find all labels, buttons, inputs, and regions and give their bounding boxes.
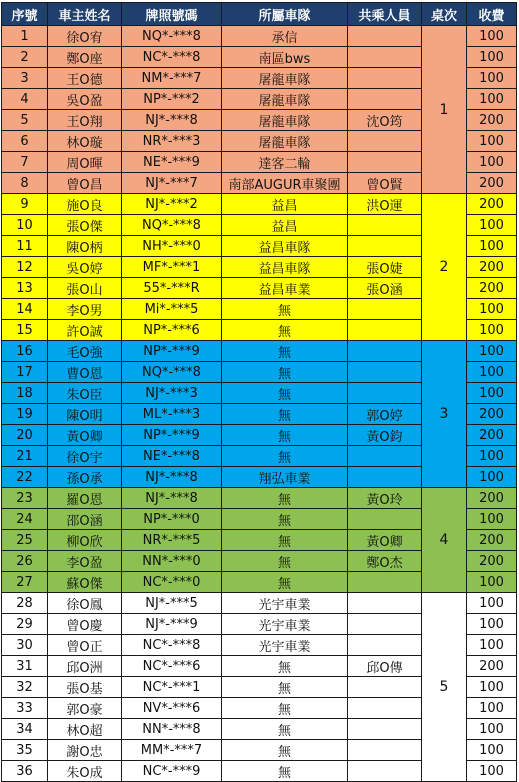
owner-name-cell: 曾O正 [48,635,122,656]
team-cell: 屠龍車隊 [222,110,348,131]
passenger-cell [348,341,422,362]
passenger-cell: 黃O鈞 [348,425,422,446]
table-number-cell: 3 [422,341,467,488]
seq-cell: 28 [2,593,48,614]
passenger-cell [348,68,422,89]
seq-cell: 23 [2,488,48,509]
seq-cell: 22 [2,467,48,488]
header-fee: 收費 [467,3,517,26]
team-cell: 無 [222,404,348,425]
fee-cell: 100 [467,320,517,341]
table-body [2,26,517,782]
fee-cell: 200 [467,404,517,425]
owner-name-cell: 陳O明 [48,404,122,425]
fee-cell: 200 [467,488,517,509]
header-owner-name: 車主姓名 [48,3,122,26]
plate-cell: NJ*-***8 [122,467,222,488]
fee-cell: 200 [467,530,517,551]
team-cell: 無 [222,530,348,551]
team-cell: 光宇車業 [222,593,348,614]
owner-name-cell: 蘇O傑 [48,572,122,593]
passenger-cell [348,383,422,404]
owner-name-cell: 周O暉 [48,152,122,173]
fee-cell: 100 [467,761,517,782]
team-cell: 無 [222,383,348,404]
owner-name-cell: 張O基 [48,677,122,698]
plate-cell: NJ*-***8 [122,110,222,131]
table-row [2,194,517,215]
seq-cell: 32 [2,677,48,698]
fee-cell: 100 [467,446,517,467]
table-number-cell: 5 [422,593,467,782]
seq-cell: 14 [2,299,48,320]
seq-cell: 35 [2,740,48,761]
fee-cell: 100 [467,719,517,740]
team-cell: 無 [222,446,348,467]
table-number-cell: 2 [422,194,467,341]
plate-cell: NP*-***2 [122,89,222,110]
seq-cell: 3 [2,68,48,89]
fee-cell: 100 [467,362,517,383]
passenger-cell [348,635,422,656]
header-row [2,3,517,26]
passenger-cell [348,152,422,173]
plate-cell: NJ*-***2 [122,194,222,215]
team-cell: 無 [222,509,348,530]
seq-cell: 10 [2,215,48,236]
fee-cell: 100 [467,68,517,89]
seq-cell: 25 [2,530,48,551]
header-plate: 牌照號碼 [122,3,222,26]
seq-cell: 11 [2,236,48,257]
fee-cell: 200 [467,278,517,299]
team-cell: 益昌車業 [222,278,348,299]
fee-cell: 200 [467,110,517,131]
passenger-cell: 張O婕 [348,257,422,278]
team-cell: 無 [222,320,348,341]
passenger-cell: 沈O筠 [348,110,422,131]
owner-name-cell: 張O傑 [48,215,122,236]
owner-name-cell: 羅O恩 [48,488,122,509]
fee-cell: 100 [467,635,517,656]
passenger-cell [348,572,422,593]
plate-cell: NQ*-***8 [122,362,222,383]
table-number-cell: 1 [422,26,467,194]
passenger-cell: 鄭O杰 [348,551,422,572]
passenger-cell [348,215,422,236]
fee-cell: 100 [467,131,517,152]
passenger-cell: 邱O傳 [348,656,422,677]
fee-cell: 200 [467,551,517,572]
fee-cell: 100 [467,299,517,320]
seq-cell: 2 [2,47,48,68]
team-cell: 無 [222,425,348,446]
passenger-cell [348,47,422,68]
plate-cell: NR*-***5 [122,530,222,551]
owner-name-cell: 張O山 [48,278,122,299]
header-table-no: 桌次 [422,3,467,26]
passenger-cell: 曾O賢 [348,173,422,194]
team-cell: 益昌車隊 [222,236,348,257]
seq-cell: 6 [2,131,48,152]
owner-name-cell: 曾O慶 [48,614,122,635]
team-cell: 無 [222,698,348,719]
plate-cell: NH*-***0 [122,236,222,257]
seq-cell: 31 [2,656,48,677]
team-cell: 無 [222,488,348,509]
plate-cell: MM*-***7 [122,740,222,761]
passenger-cell [348,362,422,383]
owner-name-cell: 施O良 [48,194,122,215]
seq-cell: 36 [2,761,48,782]
fee-cell: 100 [467,740,517,761]
passenger-cell [348,614,422,635]
owner-name-cell: 曹O恩 [48,362,122,383]
team-cell: 翔弘車業 [222,467,348,488]
seq-cell: 27 [2,572,48,593]
passenger-cell [348,446,422,467]
passenger-cell: 洪O運 [348,194,422,215]
team-cell: 無 [222,341,348,362]
owner-name-cell: 吳O婷 [48,257,122,278]
seq-cell: 29 [2,614,48,635]
seq-cell: 12 [2,257,48,278]
plate-cell: NP*-***9 [122,425,222,446]
plate-cell: MF*-***1 [122,257,222,278]
passenger-cell [348,299,422,320]
passenger-cell: 黃O玲 [348,488,422,509]
plate-cell: NJ*-***5 [122,593,222,614]
fee-cell: 100 [467,89,517,110]
seq-cell: 33 [2,698,48,719]
passenger-cell [348,467,422,488]
seq-cell: 13 [2,278,48,299]
owner-name-cell: 邱O洲 [48,656,122,677]
team-cell: 光宇車業 [222,614,348,635]
owner-name-cell: 徐O宇 [48,446,122,467]
owner-name-cell: 林O超 [48,719,122,740]
plate-cell: NQ*-***8 [122,215,222,236]
seq-cell: 4 [2,89,48,110]
passenger-cell [348,719,422,740]
plate-cell: NC*-***8 [122,47,222,68]
plate-cell: NC*-***0 [122,572,222,593]
seq-cell: 7 [2,152,48,173]
plate-cell: NV*-***6 [122,698,222,719]
header-team: 所屬車隊 [222,3,348,26]
passenger-cell [348,761,422,782]
passenger-cell [348,320,422,341]
plate-cell: NN*-***0 [122,551,222,572]
owner-name-cell: 李O盈 [48,551,122,572]
seq-cell: 30 [2,635,48,656]
passenger-cell [348,89,422,110]
fee-cell: 100 [467,26,517,47]
owner-name-cell: 曾O昌 [48,173,122,194]
owner-name-cell: 朱O成 [48,761,122,782]
plate-cell: Mi*-***5 [122,299,222,320]
owner-name-cell: 徐O宥 [48,26,122,47]
plate-cell: NC*-***8 [122,635,222,656]
owner-name-cell: 鄭O座 [48,47,122,68]
seq-cell: 1 [2,26,48,47]
team-cell: 益昌 [222,194,348,215]
owner-name-cell: 柳O欣 [48,530,122,551]
team-cell: 無 [222,572,348,593]
fee-cell: 200 [467,173,517,194]
fee-cell: 100 [467,341,517,362]
fee-cell: 100 [467,677,517,698]
team-cell: 無 [222,719,348,740]
plate-cell: NJ*-***8 [122,488,222,509]
seq-cell: 5 [2,110,48,131]
table-number-cell: 4 [422,488,467,593]
fee-cell: 200 [467,656,517,677]
fee-cell: 200 [467,425,517,446]
seq-cell: 18 [2,383,48,404]
owner-name-cell: 吳O盈 [48,89,122,110]
team-cell: 光宇車業 [222,635,348,656]
plate-cell: NC*-***9 [122,761,222,782]
fee-cell: 100 [467,383,517,404]
owner-name-cell: 林O璇 [48,131,122,152]
header-seq: 序號 [2,3,48,26]
registration-table [1,2,517,782]
team-cell: 益昌 [222,215,348,236]
plate-cell: NM*-***7 [122,68,222,89]
fee-cell: 100 [467,593,517,614]
plate-cell: NC*-***1 [122,677,222,698]
fee-cell: 200 [467,257,517,278]
table-row [2,341,517,362]
plate-cell: NN*-***8 [122,719,222,740]
passenger-cell [348,593,422,614]
owner-name-cell: 陳O柄 [48,236,122,257]
seq-cell: 15 [2,320,48,341]
team-cell: 無 [222,740,348,761]
seq-cell: 34 [2,719,48,740]
seq-cell: 21 [2,446,48,467]
seq-cell: 9 [2,194,48,215]
table-row [2,26,517,47]
owner-name-cell: 王O翔 [48,110,122,131]
plate-cell: NE*-***8 [122,446,222,467]
seq-cell: 26 [2,551,48,572]
team-cell: 無 [222,362,348,383]
seq-cell: 8 [2,173,48,194]
team-cell: 達客二輪 [222,152,348,173]
seq-cell: 24 [2,509,48,530]
fee-cell: 100 [467,152,517,173]
passenger-cell [348,740,422,761]
seq-cell: 17 [2,362,48,383]
plate-cell: NJ*-***9 [122,614,222,635]
fee-cell: 100 [467,698,517,719]
fee-cell: 100 [467,215,517,236]
owner-name-cell: 朱O臣 [48,383,122,404]
seq-cell: 20 [2,425,48,446]
team-cell: 承信 [222,26,348,47]
plate-cell: 55*-***R [122,278,222,299]
team-cell: 南部AUGUR車聚團 [222,173,348,194]
passenger-cell: 張O涵 [348,278,422,299]
owner-name-cell: 謝O忠 [48,740,122,761]
team-cell: 屠龍車隊 [222,131,348,152]
passenger-cell [348,677,422,698]
plate-cell: ML*-***3 [122,404,222,425]
owner-name-cell: 孫O承 [48,467,122,488]
team-cell: 無 [222,299,348,320]
header-passenger: 共乘人員 [348,3,422,26]
owner-name-cell: 王O德 [48,68,122,89]
passenger-cell [348,26,422,47]
fee-cell: 100 [467,467,517,488]
plate-cell: NJ*-***3 [122,383,222,404]
owner-name-cell: 黃O卿 [48,425,122,446]
plate-cell: NE*-***9 [122,152,222,173]
fee-cell: 100 [467,236,517,257]
fee-cell: 100 [467,47,517,68]
plate-cell: NP*-***6 [122,320,222,341]
plate-cell: NC*-***6 [122,656,222,677]
team-cell: 無 [222,656,348,677]
seq-cell: 16 [2,341,48,362]
passenger-cell [348,509,422,530]
passenger-cell [348,698,422,719]
team-cell: 南區bws [222,47,348,68]
table-row [2,593,517,614]
fee-cell: 100 [467,509,517,530]
owner-name-cell: 許O誠 [48,320,122,341]
team-cell: 無 [222,551,348,572]
passenger-cell [348,131,422,152]
owner-name-cell: 邵O涵 [48,509,122,530]
table-row [2,488,517,509]
fee-cell: 100 [467,614,517,635]
owner-name-cell: 郭O豪 [48,698,122,719]
team-cell: 無 [222,761,348,782]
team-cell: 益昌車隊 [222,257,348,278]
team-cell: 屠龍車隊 [222,89,348,110]
passenger-cell: 黃O卿 [348,530,422,551]
plate-cell: NP*-***9 [122,341,222,362]
owner-name-cell: 徐O鳳 [48,593,122,614]
fee-cell: 100 [467,572,517,593]
seq-cell: 19 [2,404,48,425]
team-cell: 屠龍車隊 [222,68,348,89]
team-cell: 無 [222,677,348,698]
fee-cell: 200 [467,194,517,215]
plate-cell: NQ*-***8 [122,26,222,47]
plate-cell: NR*-***3 [122,131,222,152]
plate-cell: NJ*-***7 [122,173,222,194]
passenger-cell: 郭O婷 [348,404,422,425]
passenger-cell [348,236,422,257]
plate-cell: NP*-***0 [122,509,222,530]
owner-name-cell: 李O男 [48,299,122,320]
owner-name-cell: 毛O強 [48,341,122,362]
